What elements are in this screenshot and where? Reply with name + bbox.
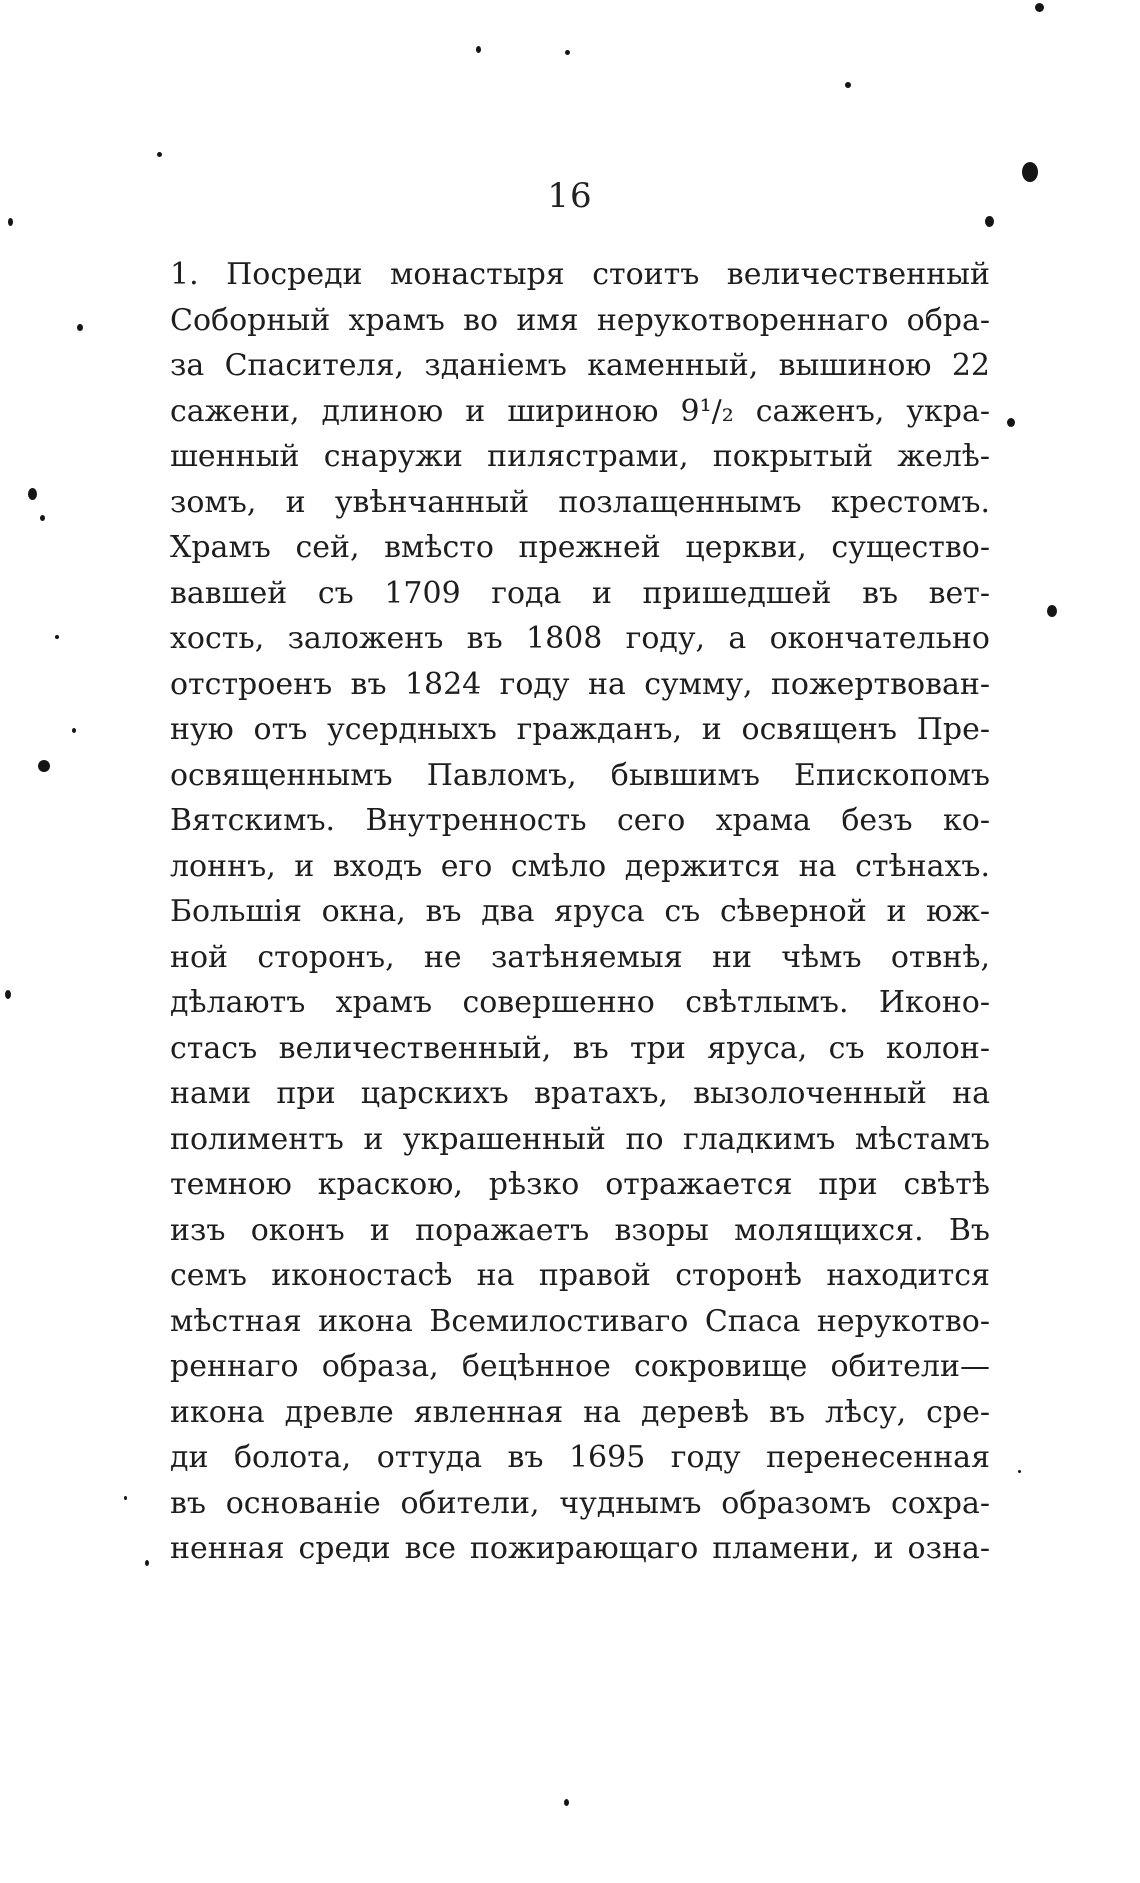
text-line: Храмъ сей, вмѣсто прежней церкви, существо- <box>170 530 990 565</box>
scan-speck <box>28 488 37 500</box>
body-text <box>170 252 990 1572</box>
text-line: зомъ, и увѣнчанный позлащеннымъ крестомъ. <box>170 484 990 520</box>
text-line: изъ оконъ и поражаетъ взоры молящихся. Въ <box>170 1212 990 1248</box>
scan-speck <box>77 324 83 331</box>
scan-speck <box>476 46 481 53</box>
text-line: за Спасителя, зданіемъ каменный, вышиною 22 <box>170 348 990 383</box>
text-line: дѣлаютъ храмъ совершенно свѣтлымъ. Иконо- <box>170 985 990 1020</box>
text-line: темною краскою, рѣзко отражается при свѣтѣ <box>170 1167 990 1202</box>
text-line: ной сторонъ, не затѣняемыя ни чѣмъ отвнѣ, <box>170 939 990 975</box>
scan-speck <box>72 728 76 733</box>
text-line: Вятскимъ. Внутренность сего храма безъ ко- <box>170 803 990 838</box>
text-line: ди болота, оттуда въ 1695 году перенесенная <box>170 1440 990 1475</box>
scan-speck <box>1007 418 1015 427</box>
scan-speck <box>1047 605 1057 617</box>
text-line: хость, заложенъ въ 1808 году, а окончательно <box>170 621 990 656</box>
scan-speck <box>1035 3 1044 12</box>
text-line: нами при царскихъ вратахъ, вызолоченный на <box>170 1076 990 1111</box>
page-number: 16 <box>547 176 593 216</box>
scan-speck <box>1018 1470 1021 1473</box>
scan-speck <box>565 50 570 55</box>
text-line: мѣстная икона Всемилостиваго Спаса нерукотво- <box>170 1303 990 1339</box>
text-line: икона древле явленная на деревѣ въ лѣсу, сре- <box>170 1394 990 1430</box>
text-line: вавшей съ 1709 года и пришедшей въ вет- <box>170 575 990 611</box>
text-line: стасъ величественный, въ три яруса, съ колон- <box>170 1030 990 1066</box>
text-line: въ основаніе обители, чуднымъ образомъ сохра- <box>170 1485 990 1521</box>
text-line: Соборный храмъ во имя нерукотвореннаго обра- <box>170 302 990 338</box>
text-line: ненная среди все пожирающаго пламени, и озна- <box>170 1531 990 1566</box>
scan-speck <box>845 82 851 88</box>
text-line: отстроенъ въ 1824 году на сумму, пожертвован- <box>170 666 990 702</box>
scan-speck <box>157 152 162 157</box>
scan-speck <box>40 515 45 521</box>
text-line: лоннъ, и входъ его смѣло держится на стѣнахъ. <box>170 848 990 884</box>
scan-speck <box>564 1799 569 1806</box>
scan-speck <box>8 218 13 226</box>
scan-speck <box>38 760 50 772</box>
scan-speck <box>124 1496 127 1500</box>
text-line: Большія окна, въ два яруса съ сѣверной и юж- <box>170 894 990 929</box>
scan-speck <box>985 216 994 227</box>
text-line: 1. Посреди монастыря стоитъ величественный <box>170 257 990 292</box>
text-line: освященнымъ Павломъ, бывшимъ Епископомъ <box>170 757 990 793</box>
scan-speck <box>55 635 59 639</box>
text-line: сажени, длиною и шириною 9¹/₂ саженъ, укра- <box>170 393 990 429</box>
scan-speck <box>5 990 11 999</box>
text-line: шенный снаружи пилястрами, покрытый желѣ- <box>170 439 990 474</box>
scan-speck <box>1022 162 1038 182</box>
text-line: семъ иконостасѣ на правой сторонѣ находится <box>170 1258 990 1293</box>
text-line: ную отъ усердныхъ гражданъ, и освященъ Пре- <box>170 712 990 747</box>
text-line: полиментъ и украшенный по гладкимъ мѣстамъ <box>170 1121 990 1157</box>
scan-speck <box>145 1560 149 1566</box>
text-line: реннаго образа, бецѣнное сокровище обители— <box>170 1349 990 1384</box>
